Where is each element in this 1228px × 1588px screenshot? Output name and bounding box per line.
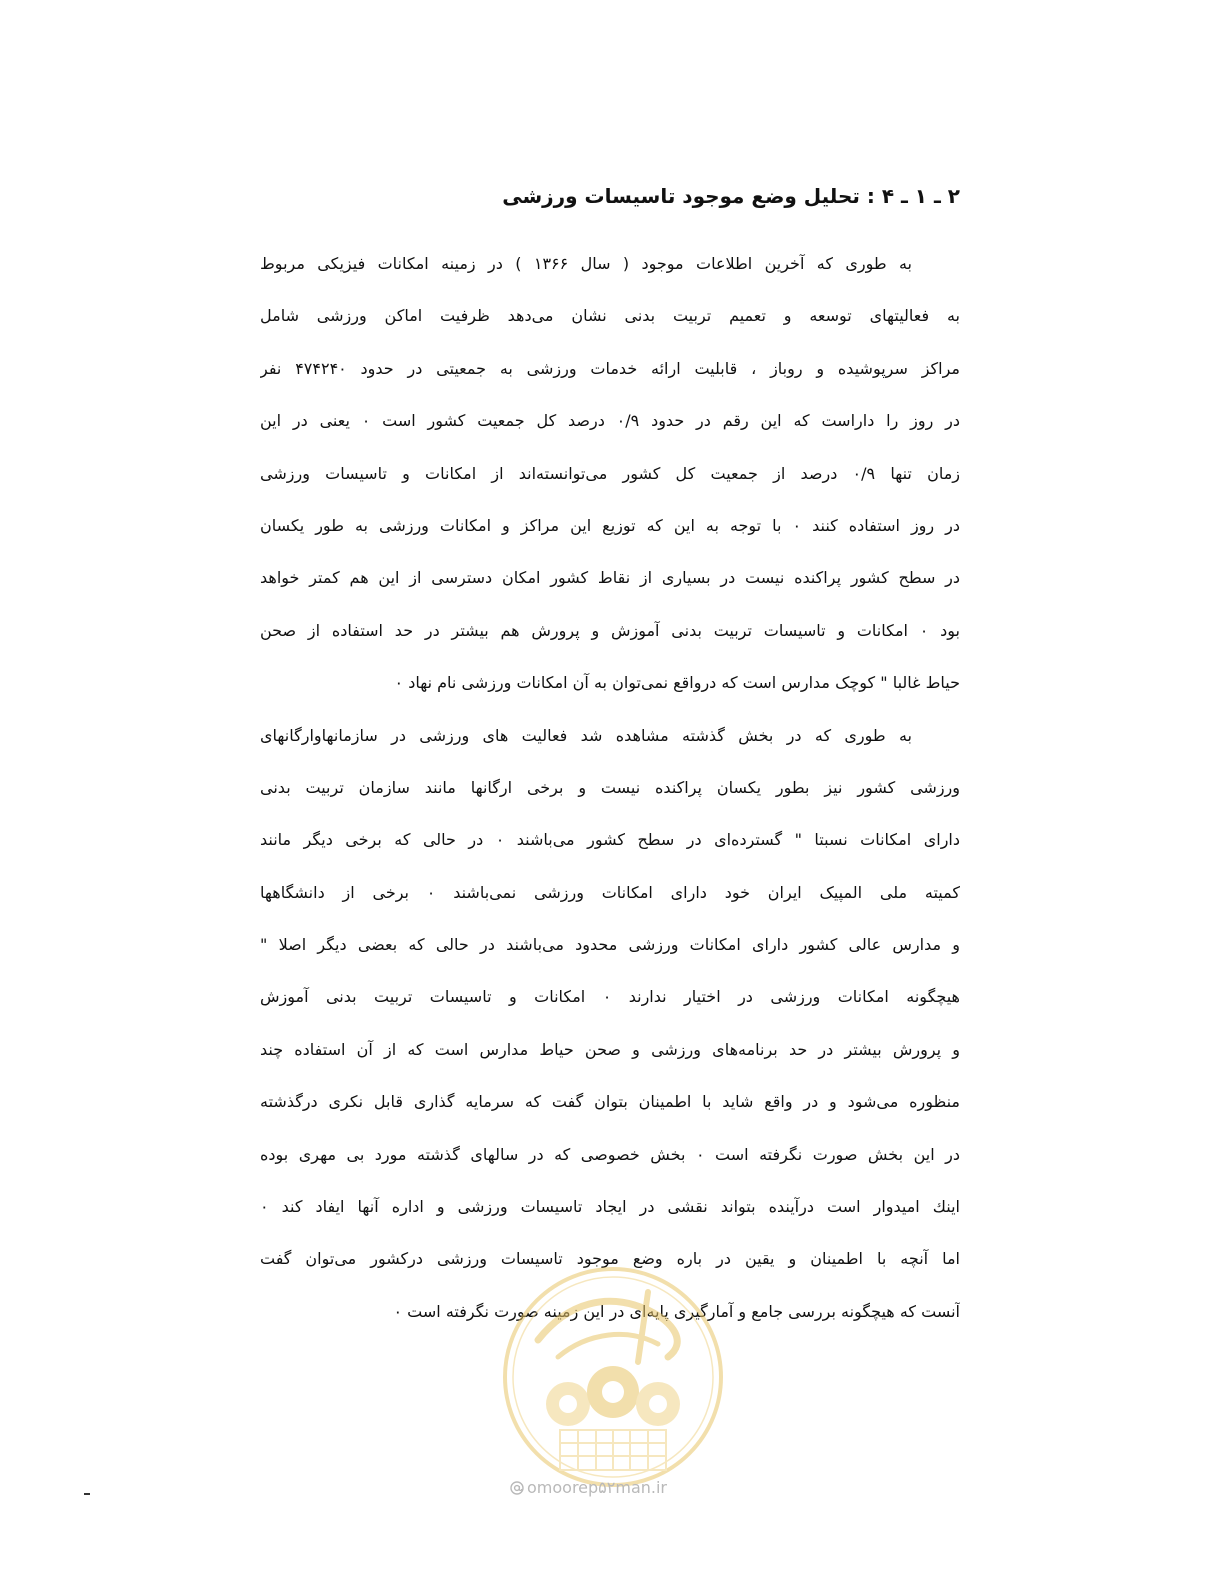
- footer-url-text: omoorep۵۲man.ir: [527, 1478, 668, 1497]
- paragraph-line: در سطح کشور پراکنده نیست در بسیاری از نقاط کشور امکان دسترسی از این هم کمتر خواهد: [260, 568, 960, 588]
- paragraph-line: آنست که هیچگونه بررسی جامع و آمارگیری پایه‌ای در این زمینه صورت نگرفته است ۰: [393, 1301, 960, 1321]
- paragraph-line: هیچگونه امکانات ورزشی در اختیار ندارند ۰ امکانات و تاسیسات تربیت بدنی آموزش: [260, 987, 960, 1007]
- at-sign-icon: [510, 1481, 524, 1495]
- paragraph-line: اینك امیدوار است درآینده بتواند نقشی در ایجاد تاسیسات ورزشی و اداره آنها ایفاد کند ۰: [260, 1197, 960, 1217]
- paragraph-line: اما آنچه با اطمینان و یقین در باره وضع موجود تاسیسات ورزشی درکشور می‌توان گفت: [260, 1249, 960, 1269]
- paragraph-line: کمیته ملی المپیک ایران خود دارای امکانات ورزشی نمی‌باشند ۰ برخی از دانشگاهها: [260, 882, 960, 902]
- footer-url: [510, 1476, 720, 1500]
- paragraph-line: در روز استفاده کنند ۰ با توجه به این که توزیع این مراکز و امکانات ورزشی به طور یکسان: [260, 515, 960, 535]
- body-text: [260, 238, 960, 1338]
- section-heading: ۲ ـ ۱ ـ ۴ : تحلیل وضع موجود تاسیسات ورزشی: [502, 184, 960, 208]
- paragraph-line: به طوری که آخرین اطلاعات موجود ( سال ۱۳۶۶ ) در زمینه امکانات فیزیکی مربوط: [260, 254, 913, 273]
- paragraph-line: و مدارس عالی کشور دارای امکانات ورزشی محدود می‌باشند در حالی که بعضی دیگر اصلا ": [260, 935, 960, 955]
- paragraph-line: منظوره می‌شود و در واقع شاید با اطمینان بتوان گفت که سرمایه گذاری قابل نکری درگذشته: [260, 1092, 960, 1112]
- paragraph-line: بود ۰ امکانات و تاسیسات تربیت بدنی آموزش و پرورش هم بیشتر در حد استفاده از صحن: [260, 620, 960, 640]
- paragraph-line: ورزشی کشور نیز بطور یکسان پراکنده نیست و برخی ارگانها مانند سازمان تربیت بدنی: [260, 777, 960, 797]
- paragraph-line: دارای امکانات نسبتا " گسترده‌ای در سطح کشور می‌باشند ۰ در حالی که برخی دیگر مانند: [260, 830, 960, 850]
- paragraph-line: و پرورش بیشتر در حد برنامه‌های ورزشی و صحن حیاط مدارس است که از آن استفاده چند: [260, 1039, 960, 1059]
- paragraph-line: حیاط غالبا " کوچک مدارس است که درواقع نمی‌توان به آن امکانات ورزشی نام نهاد ۰: [394, 673, 960, 693]
- seal-logo-icon: [498, 1262, 728, 1492]
- paragraph-line: زمان تنها ۰/۹ درصد از جمعیت کل کشور می‌توانسته‌اند از امکانات و تاسیسات ورزشی: [260, 463, 960, 483]
- margin-mark: [84, 1493, 90, 1495]
- paragraph-line: در این بخش صورت نگرفته است ۰ بخش خصوصی که در سالهای گذشته مورد بی مهری بوده: [260, 1144, 960, 1164]
- paragraph-line: به طوری که در بخش گذشته مشاهده شد فعالیت های ورزشی در سازمانهاوارگانهای: [260, 725, 912, 745]
- paragraph-line: مراکز سرپوشیده و روباز ، قابلیت ارائه خدمات ورزشی به جمعیتی در حدود ۴۷۴۲۴۰ نفر: [260, 358, 960, 378]
- paragraph-line: به فعالیتهای توسعه و تعمیم تربیت بدنی نشان می‌دهد ظرفیت اماکن ورزشی شامل: [260, 306, 960, 326]
- paragraph-line: در روز را داراست که این رقم در حدود ۰/۹ درصد کل جمعیت کشور است ۰ یعنی در این: [260, 411, 960, 431]
